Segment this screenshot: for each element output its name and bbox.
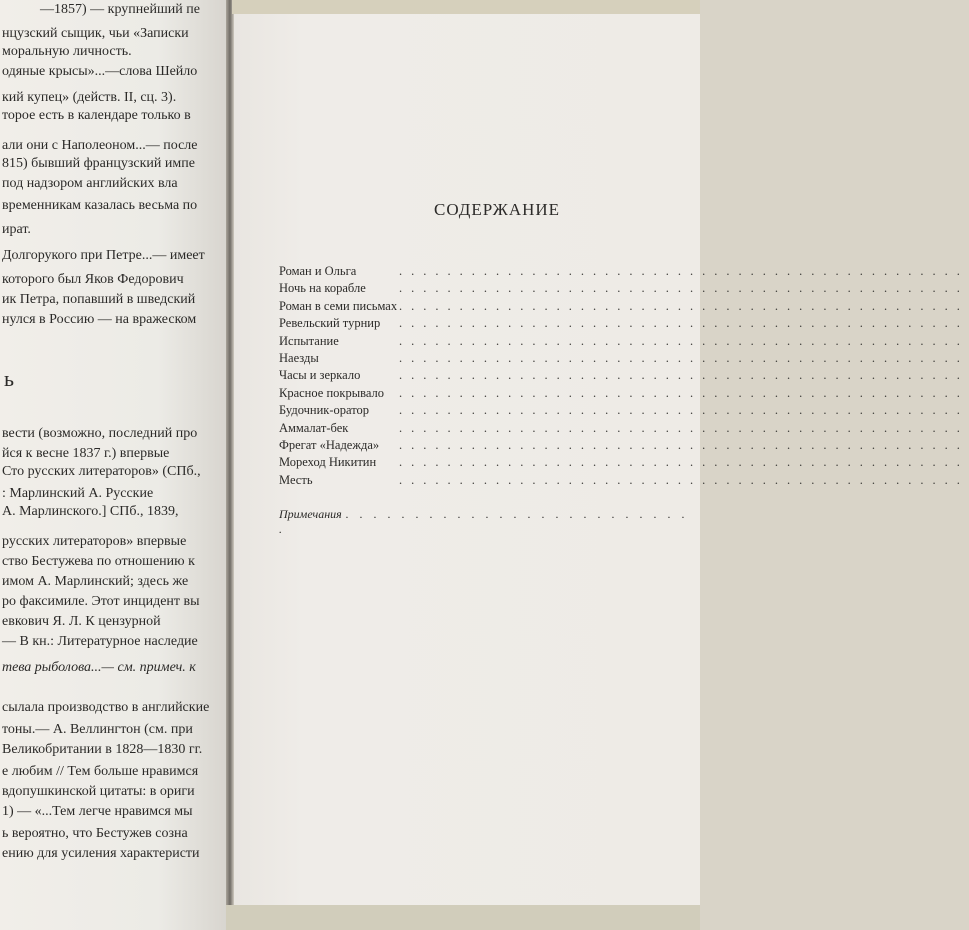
toc-item-title: Роман и Ольга — [279, 264, 357, 278]
left-line-12: Долгорукого при Петре...— имеет — [2, 248, 205, 263]
leader-dots: ............................................... — [399, 472, 969, 487]
toc-item — [279, 420, 969, 438]
toc-item — [279, 333, 969, 351]
left-line-26: — В кн.: Литературное наследие — [2, 634, 198, 649]
notes-title: Примечания — [279, 507, 342, 521]
left-section-heading: ь — [4, 366, 15, 391]
left-line-6: торое есть в календаре только в — [2, 108, 191, 123]
leader-dots: ............................................... — [399, 420, 969, 435]
toc-item-title: Наезды — [279, 350, 319, 365]
toc-item — [279, 350, 969, 368]
leader-dots: ............................................... — [399, 403, 969, 418]
toc-item-title: Месть — [279, 472, 313, 487]
toc-item — [279, 455, 969, 472]
left-line-23: имом А. Марлинский; здесь же — [2, 574, 189, 589]
toc-item — [279, 368, 969, 385]
toc-item-title: Часы и зеркало — [279, 368, 361, 383]
toc-item — [279, 316, 969, 333]
leader-dots: ............................................... — [399, 281, 969, 296]
leader-dots: ............................................... — [399, 437, 969, 452]
leader-dots: ............................................... — [399, 368, 969, 383]
book-bottom-edge — [226, 905, 700, 930]
leader-dots: ............................................... — [399, 298, 969, 313]
toc-item — [279, 403, 969, 420]
leader-dots: ............................................... — [399, 385, 969, 400]
toc-item-title: Будочник-оратор — [279, 403, 370, 418]
left-line-34: ь вероятно, что Бестужев созна — [2, 826, 188, 841]
left-line-27: тева рыболова...— см. примеч. к — [2, 660, 196, 675]
left-line-14: ик Петра, попавший в шведский — [2, 292, 196, 307]
book-top-edge — [232, 0, 700, 14]
left-line-4: одяные крысы»...—слова Шейло — [2, 64, 198, 79]
left-line-33: 1) — «...Тем легче нравимся мы — [2, 804, 193, 819]
left-line-35: ению для усиления характеристи — [2, 846, 200, 861]
toc-item — [279, 264, 969, 281]
leader-dots: ............................................... — [399, 264, 969, 278]
left-line-15: нулся в Россию — на вражеском — [2, 312, 197, 327]
leader-dots: . . . . . . . . . . . . . . . . . . . . . . . . . . — [279, 507, 689, 536]
toc-item-title: Фрегат «Надежда» — [279, 437, 380, 452]
left-line-19: : Марлинский А. Русские — [2, 486, 154, 501]
left-line-28: сылала производство в английские — [2, 700, 210, 715]
left-line-5: кий купец» (действ. II, сц. 3). — [2, 90, 177, 105]
toc-item — [279, 472, 969, 490]
toc-item-title: Роман в семи письмах — [279, 298, 398, 313]
left-line-16: вести (возможно, последний про — [2, 426, 198, 441]
left-line-21: русских литераторов» впервые — [2, 534, 187, 549]
toc-item-title: Красное покрывало — [279, 385, 384, 400]
toc-notes-entry — [279, 507, 700, 537]
contents-title: СОДЕРЖАНИЕ — [434, 200, 561, 219]
left-line-32: вдопушкинской цитаты: в ориги — [2, 784, 195, 799]
toc-item — [279, 437, 969, 455]
leader-dots: ............................................... — [399, 333, 969, 348]
toc-item-title: Ночь на корабле — [279, 281, 366, 296]
left-line-1: —1857) — крупнейший пе — [40, 2, 200, 17]
left-line-3: моральную личность. — [2, 44, 132, 59]
toc-item — [279, 281, 969, 298]
left-line-9: под надзором английских вла — [2, 176, 178, 191]
book-spine — [226, 0, 234, 930]
left-line-2: нцузский сыщик, чьи «Записки — [2, 26, 189, 41]
left-line-24: ро факсимиле. Этот инцидент вы — [2, 594, 200, 609]
left-line-25: евкович Я. Л. К цензурной — [2, 614, 161, 629]
toc-item — [279, 298, 969, 316]
left-line-20: А. Марлинского.] СПб., 1839, — [2, 504, 179, 519]
left-line-17: йся к весне 1837 г.) впервые — [2, 446, 170, 461]
table-of-contents — [279, 264, 969, 490]
leader-dots: ............................................... — [399, 316, 969, 331]
left-line-29: тоны.— А. Веллингтон (см. при — [2, 722, 193, 737]
toc-item-title: Ревельский турнир — [279, 316, 381, 331]
toc-item-title: Аммалат-бек — [279, 420, 349, 435]
toc-item — [279, 385, 969, 403]
left-page — [0, 0, 226, 930]
left-line-13: которого был Яков Федорович — [2, 272, 184, 287]
left-line-22: ство Бестужева по отношению к — [2, 554, 195, 569]
left-line-7: али они с Наполеоном...— после — [2, 138, 198, 153]
left-line-18: Сто русских литераторов» (СПб., — [2, 464, 201, 479]
left-line-30: Великобритании в 1828—1830 гг. — [2, 742, 203, 757]
left-line-11: ират. — [2, 222, 31, 237]
toc-item-title: Мореход Никитин — [279, 455, 377, 470]
left-line-10: временникам казалась весьма по — [2, 198, 198, 213]
left-line-8: 815) бывший французский импе — [2, 156, 195, 171]
right-page — [234, 0, 969, 930]
left-line-31: е любим // Тем больше нравимся — [2, 764, 199, 779]
toc-item-title: Испытание — [279, 333, 339, 348]
leader-dots: ............................................... — [399, 350, 969, 365]
leader-dots: ............................................... — [399, 455, 969, 470]
